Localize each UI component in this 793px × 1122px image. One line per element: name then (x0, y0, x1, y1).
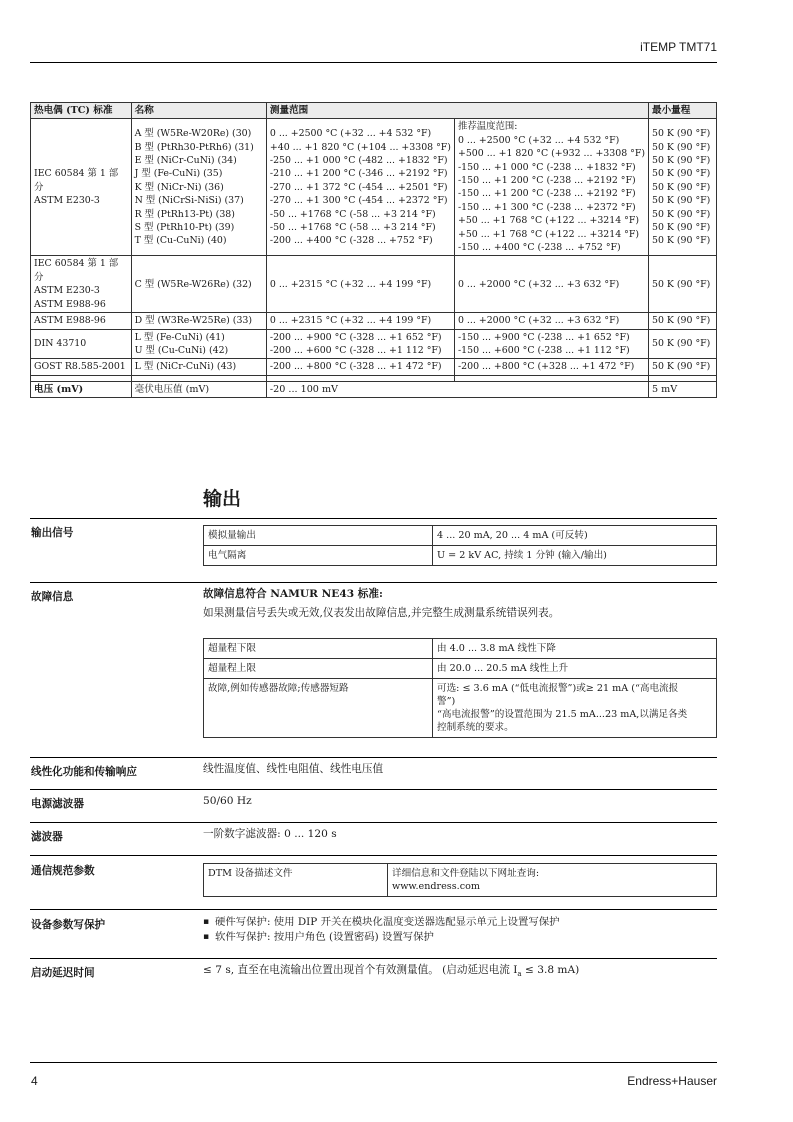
cell-line: -50 ... +1768 °C (-58 ... +3 214 °F) (269, 208, 436, 220)
table-cell (454, 256, 648, 313)
cell-line: +40 ... +1 820 °C (+104 ... +3308 °F) (269, 141, 451, 153)
table-cell (31, 313, 132, 329)
linearization-label: 线性化功能和传输响应 (31, 766, 137, 778)
table-row (31, 256, 717, 313)
table-cell: 5 mV (648, 381, 716, 397)
table-cell (648, 313, 716, 329)
cell-line: J 型 (Fe-CuNi) (35) (134, 168, 223, 180)
cell-line: 50 K (90 °F) (651, 128, 711, 140)
startup-text-end: ≤ 3.8 mA) (521, 964, 580, 976)
cell-line: 50 K (90 °F) (651, 315, 711, 327)
table-cell (454, 359, 648, 375)
cell-line: -150 ... +600 °C (-238 ... +1 112 °F) (457, 344, 630, 356)
startup-text-main: ≤ 7 s, 直至在电流输出位置出现首个有效测量值。 (启动延迟电流 I (203, 964, 518, 976)
cell-line: -270 ... +1 372 °C (-454 ... +2501 °F) (269, 181, 448, 193)
cell-line: -200 ... +400 °C (-328 ... +752 °F) (269, 235, 433, 247)
cell-line: -200 ... +800 °C (-328 ... +1 472 °F) (269, 361, 442, 373)
startup-text (203, 963, 579, 982)
header-rule (30, 62, 717, 63)
list-item: ▪ 硬件写保护: 使用 DIP 开关在模块化温度变送器选配显示单元上设置写保护 (203, 915, 560, 930)
cell-line: 50 K (90 °F) (651, 141, 711, 153)
thermocouple-table (30, 102, 717, 398)
cell-line: 50 K (90 °F) (651, 195, 711, 207)
cell-line: -150 ... +900 °C (-238 ... +1 652 °F) (457, 331, 630, 343)
section-rule (30, 909, 717, 910)
cell-line: -200 ... +600 °C (-328 ... +1 112 °F) (269, 344, 442, 356)
cell-line: 50 K (90 °F) (651, 278, 711, 290)
cell-line: “高电流报警”的设置范围为 21.5 mA...23 mA,以满足各类 (437, 709, 688, 720)
table-cell (266, 329, 454, 359)
failure-info-label: 故障信息 (31, 591, 74, 603)
table-cell: DTM 设备描述文件 (204, 864, 388, 897)
cell-line: GOST R8.585-2001 (34, 361, 126, 373)
cell-line: 分 (34, 181, 44, 193)
table-cell (266, 119, 454, 256)
cell-line: D 型 (W3Re-W25Re) (33) (134, 315, 253, 327)
cell-line: R 型 (PtRh13-Pt) (38) (134, 208, 235, 220)
table-cell (131, 359, 266, 375)
cell-line: 50 K (90 °F) (651, 221, 711, 233)
write-protect-list (203, 915, 560, 945)
cell-line: 50 K (90 °F) (651, 361, 711, 373)
cell-line: 50 K (90 °F) (651, 208, 711, 220)
table-row (204, 526, 717, 546)
table-cell (31, 359, 132, 375)
cell-line: -150 ... +1 200 °C (-238 ... +2192 °F) (457, 175, 636, 187)
header-range: 测量范围 (266, 103, 648, 119)
header-name: 名称 (131, 103, 266, 119)
cell-line: -150 ... +1 000 °C (-238 ... +1832 °F) (457, 161, 636, 173)
cell-line: ASTM E230-3 (34, 285, 100, 297)
comm-label: 通信规范参数 (31, 865, 95, 877)
section-rule (30, 518, 717, 519)
cell-line: 0 ... +2315 °C (+32 ... +4 199 °F) (269, 315, 432, 327)
cell-line: 50 K (90 °F) (651, 154, 711, 166)
cell-line: +50 ... +1 768 °C (+122 ... +3214 °F) (457, 228, 640, 240)
mains-filter-value: 50/60 Hz (203, 795, 252, 807)
cell-line: ASTM E230-3 (34, 195, 100, 207)
failure-info-table (203, 638, 717, 738)
startup-subscript: a (517, 970, 522, 979)
section-rule (30, 855, 717, 856)
table-cell (433, 679, 717, 738)
header-min-span: 最小量程 (648, 103, 716, 119)
section-rule (30, 958, 717, 959)
cell-line: -150 ... +1 300 °C (-238 ... +2372 °F) (457, 201, 636, 213)
cell-line: 警”) (437, 696, 456, 707)
cell-line: IEC 60584 第 1 部 (34, 258, 119, 270)
cell-line: ASTM E988-96 (34, 298, 106, 310)
cell-line: 0 ... +2000 °C (+32 ... +3 632 °F) (457, 315, 620, 327)
table-cell (131, 329, 266, 359)
table-cell (648, 119, 716, 256)
document-title: iTEMP TMT71 (640, 40, 717, 54)
cell-line: A 型 (W5Re-W20Re) (30) (134, 128, 252, 140)
table-cell (648, 256, 716, 313)
footer-rule (30, 1062, 717, 1063)
cell-line: 0 ... +2500 °C (+32 ... +4 532 °F) (269, 128, 432, 140)
cell-line: DIN 43710 (34, 338, 87, 350)
table-cell (266, 313, 454, 329)
output-heading: 输出 (203, 488, 242, 510)
table-cell: 电压 (mV) (31, 381, 132, 397)
table-cell (266, 359, 454, 375)
table-cell (131, 119, 266, 256)
comm-table (203, 863, 717, 897)
cell-line: 0 ... +2315 °C (+32 ... +4 199 °F) (269, 278, 432, 290)
table-cell (31, 329, 132, 359)
table-cell (31, 119, 132, 256)
cell-line: -200 ... +800 °C (+328 ... +1 472 °F) (457, 361, 635, 373)
cell-line: -200 ... +900 °C (-328 ... +1 652 °F) (269, 331, 442, 343)
cell-line: K 型 (NiCr-Ni) (36) (134, 181, 224, 193)
cell-line: L 型 (Fe-CuNi) (41) (134, 331, 225, 343)
cell-line: 0 ... +2500 °C (+32 ... +4 532 °F) (457, 134, 620, 146)
cell-line: www.endress.com (392, 881, 480, 892)
table-cell: U = 2 kV AC, 持续 1 分钟 (输入/输出) (433, 546, 717, 566)
cell-line: E 型 (NiCr-CuNi) (34) (134, 154, 237, 166)
table-cell (454, 313, 648, 329)
cell-line: IEC 60584 第 1 部 (34, 168, 119, 180)
cell-line: B 型 (PtRh30-PtRh6) (31) (134, 141, 254, 153)
mains-filter-label: 电源滤波器 (31, 798, 84, 810)
cell-line: 详细信息和文件登陆以下网址查询: (392, 868, 540, 879)
table-cell: -20 ... 100 mV (266, 381, 648, 397)
table-row (31, 329, 717, 359)
table-cell (648, 359, 716, 375)
table-cell (388, 864, 717, 897)
cell-line: 控制系统的要求。 (437, 722, 514, 733)
output-signal-table (203, 525, 717, 566)
table-row (204, 679, 717, 738)
cell-line: 0 ... +2000 °C (+32 ... +3 632 °F) (457, 278, 620, 290)
table-cell: 由 4.0 ... 3.8 mA 线性下降 (433, 639, 717, 659)
cell-line: U 型 (Cu-CuNi) (42) (134, 344, 229, 356)
cell-line: 50 K (90 °F) (651, 235, 711, 247)
failure-info-desc: 如果测量信号丢失或无效,仪表发出故障信息,并完整生成测量系统错误列表。 (203, 607, 560, 619)
cell-line: T 型 (Cu-CuNi) (40) (134, 235, 227, 247)
filter-value: 一阶数字滤波器: 0 ... 120 s (203, 828, 337, 840)
table-row-mv (31, 381, 717, 397)
cell-line: N 型 (NiCrSi-NiSi) (37) (134, 195, 244, 207)
cell-line: 推荐温度范围: (457, 121, 518, 133)
cell-line: -210 ... +1 200 °C (-346 ... +2192 °F) (269, 168, 448, 180)
table-cell: 电气隔离 (204, 546, 433, 566)
cell-line: S 型 (PtRh10-Pt) (39) (134, 221, 235, 233)
table-cell (31, 256, 132, 313)
table-cell: 超量程下限 (204, 639, 433, 659)
table-row (204, 659, 717, 679)
thermocouple-table-body (31, 119, 717, 398)
table-cell (648, 329, 716, 359)
brand-name: Endress+Hauser (627, 1074, 717, 1088)
write-protect-label: 设备参数写保护 (31, 919, 106, 931)
cell-line: L 型 (NiCr-CuNi) (43) (134, 361, 237, 373)
cell-line: 50 K (90 °F) (651, 338, 711, 350)
table-cell (454, 119, 648, 256)
table-cell: 模拟量输出 (204, 526, 433, 546)
table-cell: 毫伏电压值 (mV) (131, 381, 266, 397)
cell-line: 50 K (90 °F) (651, 181, 711, 193)
table-cell: 4 ... 20 mA, 20 ... 4 mA (可反转) (433, 526, 717, 546)
section-rule (30, 582, 717, 583)
cell-line: -250 ... +1 000 °C (-482 ... +1832 °F) (269, 154, 448, 166)
failure-info-text (203, 587, 559, 621)
table-cell (266, 256, 454, 313)
cell-line: ASTM E988-96 (34, 315, 106, 327)
filter-label: 滤波器 (31, 831, 63, 843)
table-cell (131, 313, 266, 329)
cell-line: -50 ... +1768 °C (-58 ... +3 214 °F) (269, 221, 436, 233)
cell-line: +500 ... +1 820 °C (+932 ... +3308 °F) (457, 148, 645, 160)
table-cell: 超量程上限 (204, 659, 433, 679)
cell-line: 50 K (90 °F) (651, 168, 711, 180)
table-row (31, 119, 717, 256)
table-row (204, 639, 717, 659)
list-item: ▪ 软件写保护: 按用户角色 (设置密码) 设置写保护 (203, 930, 560, 945)
cell-line: -270 ... +1 300 °C (-454 ... +2372 °F) (269, 195, 448, 207)
section-rule (30, 822, 717, 823)
cell-line: C 型 (W5Re-W26Re) (32) (134, 278, 252, 290)
linearization-value: 线性温度值、线性电阻值、线性电压值 (203, 763, 384, 775)
table-row (31, 359, 717, 375)
failure-info-title: 故障信息符合 NAMUR NE43 标准: (203, 588, 383, 600)
header-standard: 热电偶 (TC) 标准 (31, 103, 132, 119)
section-rule (30, 757, 717, 758)
table-row (204, 864, 717, 897)
cell-line: +50 ... +1 768 °C (+122 ... +3214 °F) (457, 215, 640, 227)
table-row (31, 313, 717, 329)
cell-line: -150 ... +400 °C (-238 ... +752 °F) (457, 242, 621, 254)
table-cell (454, 329, 648, 359)
table-cell (131, 256, 266, 313)
section-rule (30, 789, 717, 790)
cell-line: -150 ... +1 200 °C (-238 ... +2192 °F) (457, 188, 636, 200)
table-cell: 由 20.0 ... 20.5 mA 线性上升 (433, 659, 717, 679)
output-signal-label: 输出信号 (31, 527, 74, 539)
cell-line: 分 (34, 271, 44, 283)
table-cell: 故障,例如传感器故障;传感器短路 (204, 679, 433, 738)
cell-line: 可选: ≤ 3.6 mA (“低电流报警”)或≥ 21 mA (“高电流报 (437, 683, 679, 694)
page-number: 4 (31, 1074, 38, 1088)
startup-label: 启动延迟时间 (31, 967, 95, 979)
table-header-row (31, 103, 717, 119)
table-row (204, 546, 717, 566)
